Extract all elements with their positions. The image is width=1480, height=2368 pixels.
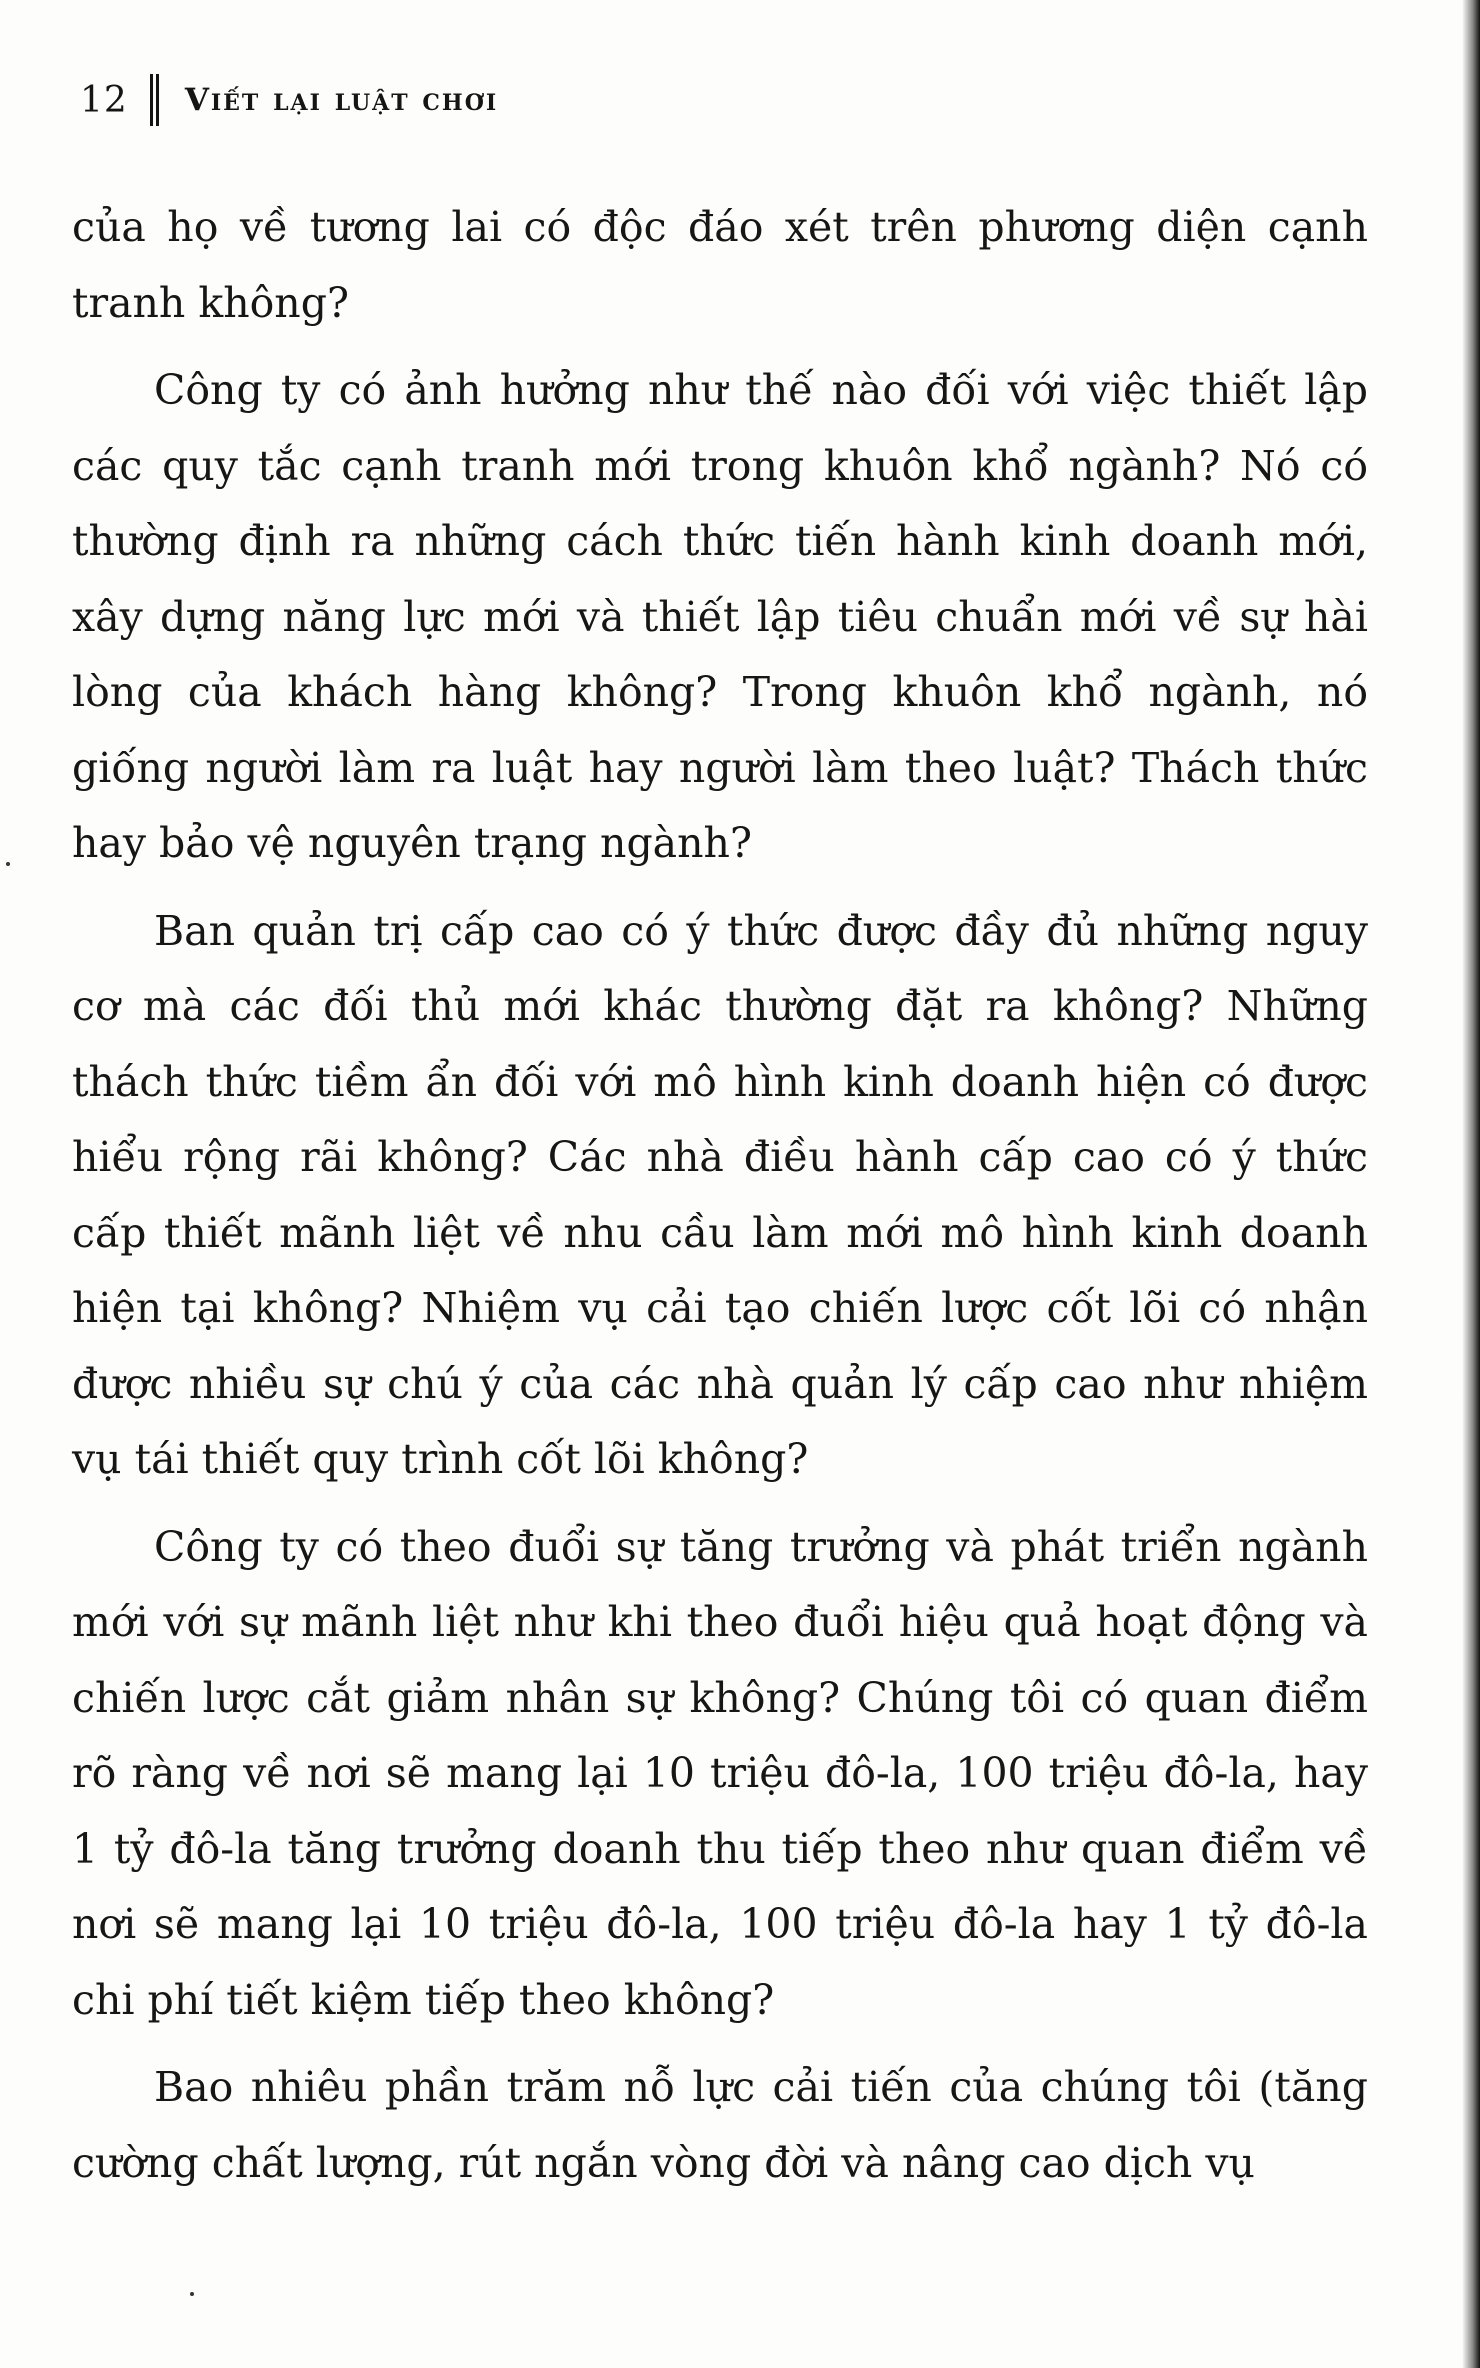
paragraph: Công ty có theo đuổi sự tăng trưởng và phát triển ngành mới với sự mãnh liệt như khi theo đuổi hiệu quả hoạt động và chiến lược cắt giảm nhân sự không? Chúng tôi có quan điểm rõ ràng về nơi sẽ mang lại 10 triệu đô-la, 100 triệu đô-la, hay 1 tỷ đô-la tăng trưởng doanh thu tiếp theo như quan điểm về nơi sẽ mang lại 10 triệu đô-la, 100 triệu đô-la hay 1 tỷ đô-la chi phí tiết kiệm tiếp theo không? <box>72 1522 1368 2024</box>
paragraph: Ban quản trị cấp cao có ý thức được đầy đủ những nguy cơ mà các đối thủ mới khác thường đặt ra không? Những thách thức tiềm ẩn đối với mô hình kinh doanh hiện có được hiểu rộng rãi không? Các nhà điều hành cấp cao có ý thức cấp thiết mãnh liệt về nhu cầu làm mới mô hình kinh doanh hiện tại không? Nhiệm vụ cải tạo chiến lược cốt lõi có nhận được nhiều sự chú ý của các nhà quản lý cấp cao như nhiệm vụ tái thiết quy trình cốt lõi không? <box>72 906 1368 1483</box>
page-number: 12 <box>80 79 128 121</box>
paragraph: Bao nhiêu phần trăm nỗ lực cải tiến của chúng tôi (tăng cường chất lượng, rút ngắn vòng đời và nâng cao dịch vụ <box>72 2063 1368 2187</box>
scan-speck <box>6 862 10 866</box>
header-divider <box>150 74 159 126</box>
running-head <box>80 70 498 130</box>
page-edge-shadow <box>1462 0 1480 2368</box>
body-text <box>72 190 1368 2201</box>
scan-speck <box>190 2292 194 2296</box>
paragraph-continuation: của họ về tương lai có độc đáo xét trên phương diện cạnh tranh không? <box>72 203 1368 327</box>
book-title: Viết lại luật chơi <box>184 82 499 118</box>
paragraph: Công ty có ảnh hưởng như thế nào đối với việc thiết lập các quy tắc cạnh tranh mới trong khuôn khổ ngành? Nó có thường định ra những cách thức tiến hành kinh doanh mới, xây dựng năng lực mới và thiết lập tiêu chuẩn mới về sự hài lòng của khách hàng không? Trong khuôn khổ ngành, nó giống người làm ra luật hay người làm theo luật? Thách thức hay bảo vệ nguyên trạng ngành? <box>72 366 1368 867</box>
